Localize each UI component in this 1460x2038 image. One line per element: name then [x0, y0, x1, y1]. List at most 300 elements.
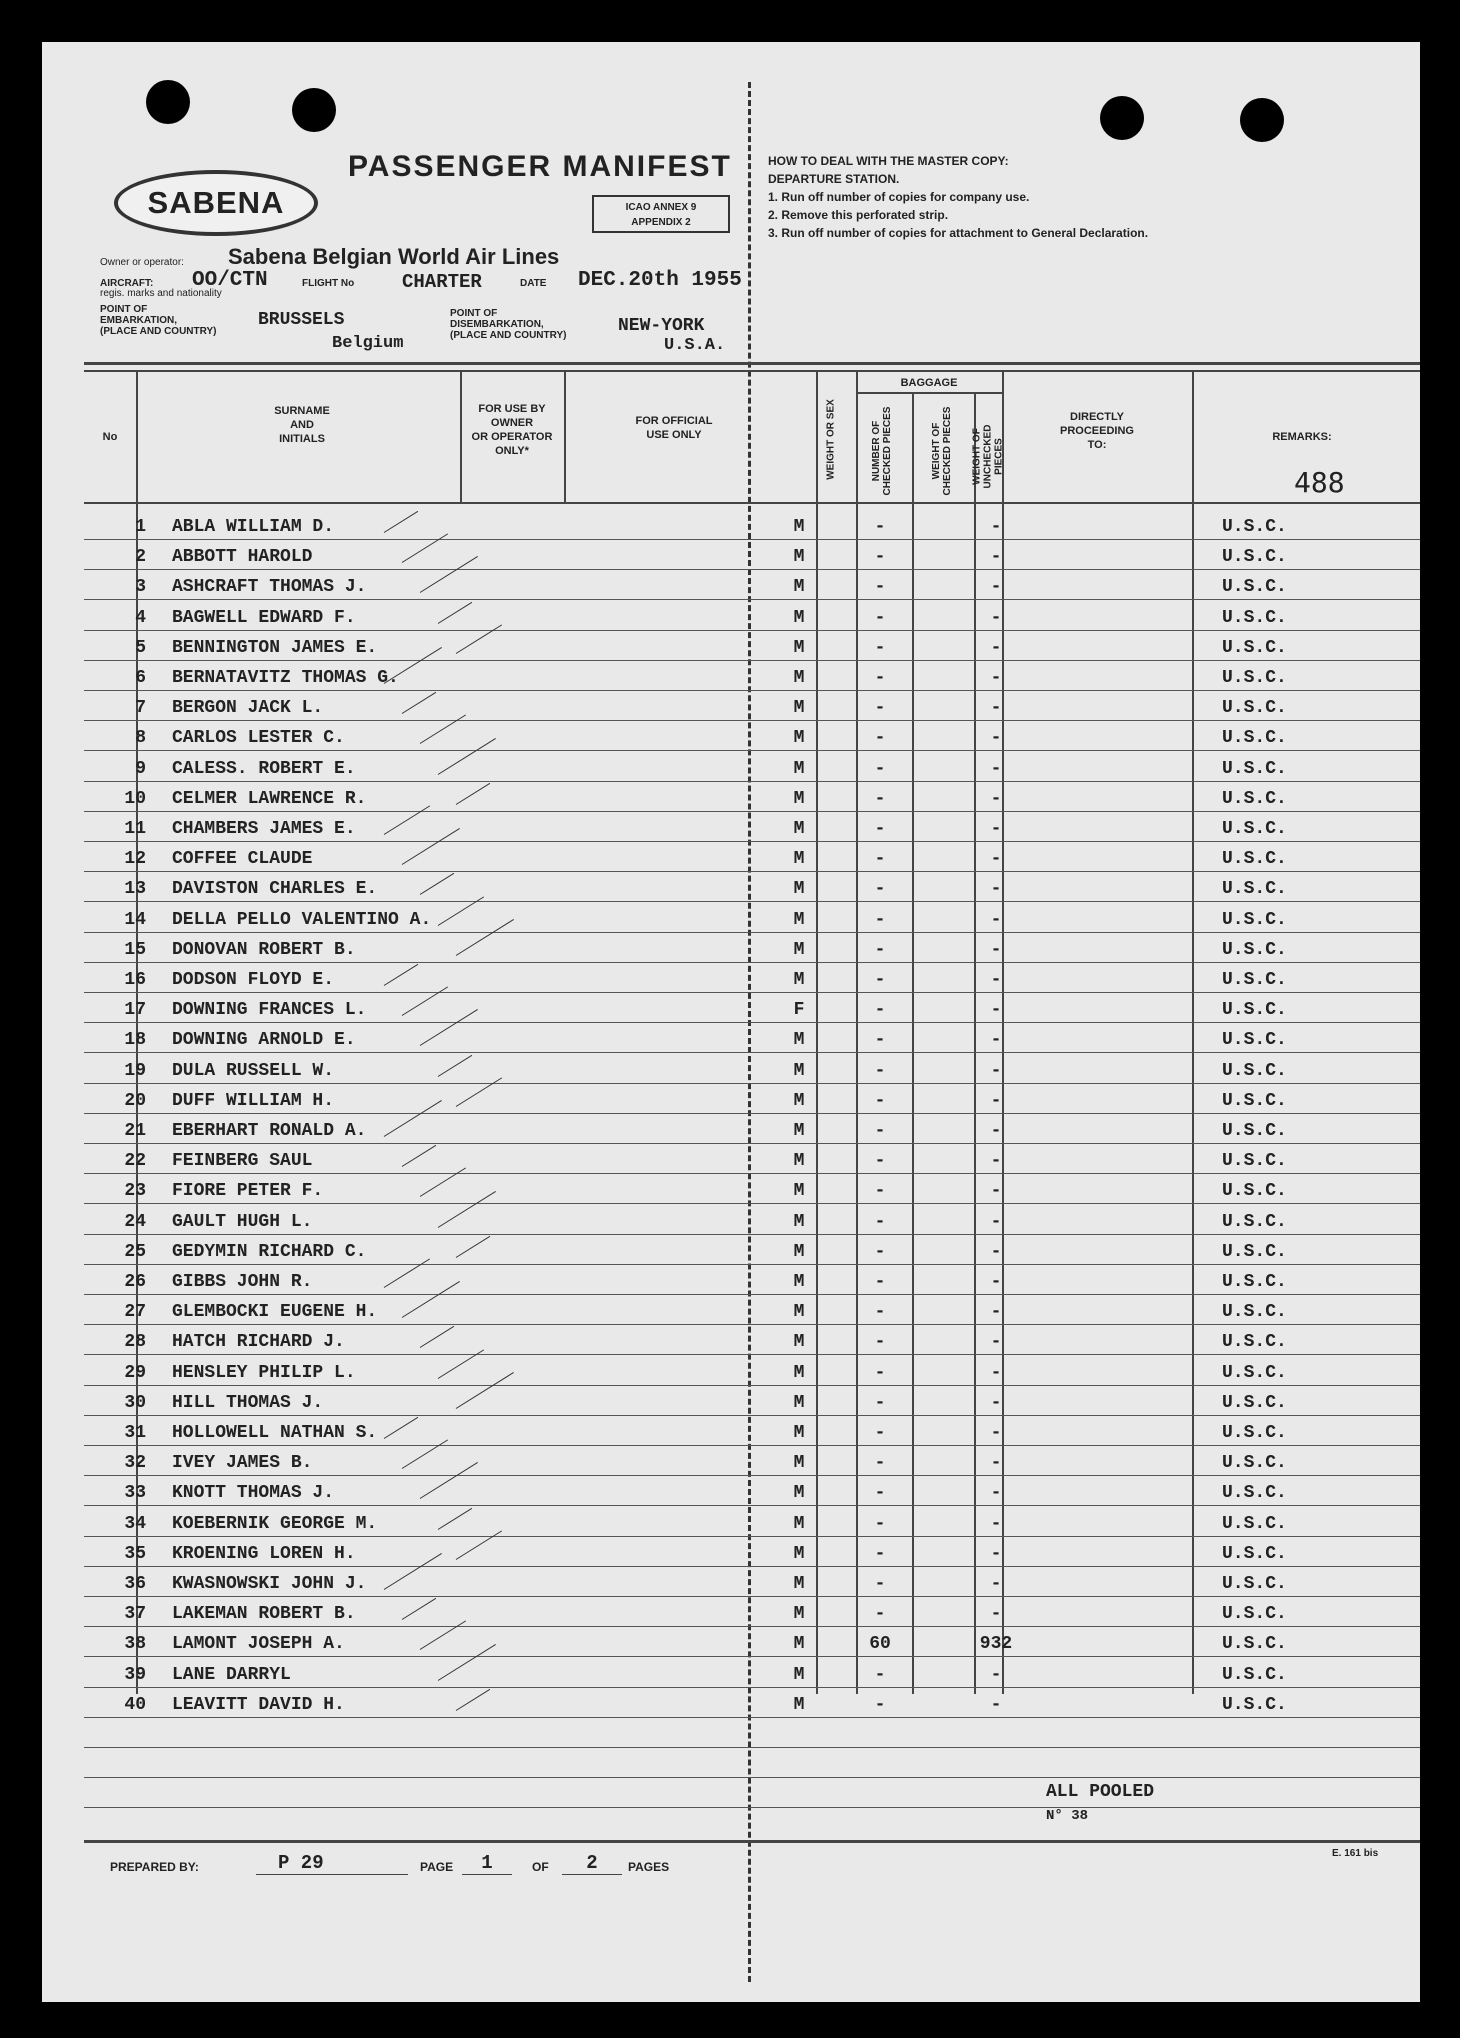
passenger-sex: M — [793, 668, 805, 688]
passenger-sex: M — [793, 788, 805, 809]
check-mark — [456, 1236, 490, 1258]
remarks-value: U.S.C. — [1222, 1453, 1287, 1474]
unchecked-weight: - — [990, 788, 1002, 809]
checked-pieces: - — [874, 1453, 886, 1474]
row-number: 32 — [124, 1453, 146, 1474]
unchecked-weight: - — [990, 1332, 1002, 1353]
unchecked-weight: - — [990, 1483, 1002, 1504]
header-weight-or-sex: WEIGHT OR SEX — [825, 399, 837, 480]
unchecked-weight: - — [990, 970, 1002, 990]
unchecked-weight: - — [990, 819, 1002, 839]
checked-pieces: - — [874, 577, 886, 598]
aircraft-value: OO/CTN — [192, 269, 268, 292]
checked-pieces: - — [874, 909, 886, 930]
passenger-sex: M — [793, 1151, 805, 1172]
table-row — [84, 782, 1420, 812]
table-row — [84, 752, 1420, 782]
checked-pieces: - — [874, 788, 886, 809]
table-row — [84, 1386, 1420, 1416]
row-number: 2 — [135, 547, 146, 568]
checked-pieces: - — [874, 1241, 886, 1262]
checked-pieces: - — [874, 1090, 886, 1111]
unchecked-weight: - — [990, 939, 1002, 960]
passenger-name: HOLLOWELL NATHAN S. — [172, 1423, 378, 1443]
checked-pieces: - — [874, 1060, 886, 1081]
page-title: PASSENGER MANIFEST — [348, 150, 732, 183]
passenger-name: DULA RUSSELL W. — [172, 1060, 335, 1081]
table-row — [84, 1325, 1420, 1355]
table-row — [84, 1537, 1420, 1567]
row-number: 34 — [124, 1513, 146, 1534]
remarks-value: U.S.C. — [1222, 1362, 1287, 1383]
passenger-sex: M — [793, 1483, 805, 1504]
checked-pieces: - — [874, 698, 886, 719]
check-mark — [438, 601, 472, 623]
prepared-by-label: PREPARED BY: — [110, 1860, 199, 1874]
row-number: 37 — [124, 1604, 146, 1625]
unchecked-weight: - — [990, 637, 1002, 658]
passenger-sex: M — [793, 698, 805, 719]
passenger-sex: M — [793, 819, 805, 839]
checked-pieces: - — [874, 1694, 886, 1715]
passenger-name: BENNINGTON JAMES E. — [172, 637, 378, 658]
passenger-name: KROENING LOREN H. — [172, 1543, 356, 1564]
table-row — [84, 1356, 1420, 1386]
table-row — [84, 721, 1420, 751]
of-value: 2 — [562, 1852, 622, 1875]
flight-label: FLIGHT No — [302, 278, 355, 289]
passenger-name: GEDYMIN RICHARD C. — [172, 1241, 367, 1262]
header-owner-use: FOR USE BY OWNER OR OPERATOR ONLY* — [471, 403, 553, 457]
remarks-value: U.S.C. — [1222, 758, 1287, 779]
remarks-value: U.S.C. — [1222, 668, 1287, 688]
passenger-name: FIORE PETER F. — [172, 1181, 324, 1202]
unchecked-weight: - — [990, 1151, 1002, 1172]
remarks-value: U.S.C. — [1222, 1483, 1287, 1504]
row-number: 30 — [124, 1392, 146, 1413]
passenger-sex: M — [793, 939, 805, 960]
table-row — [84, 691, 1420, 721]
owner-value: Sabena Belgian World Air Lines — [228, 244, 560, 269]
table-row — [84, 1295, 1420, 1325]
checked-pieces: - — [874, 849, 886, 870]
remarks-value: U.S.C. — [1222, 819, 1287, 839]
checked-pieces: - — [874, 1181, 886, 1202]
passenger-name: DONOVAN ROBERT B. — [172, 939, 356, 960]
remarks-value: U.S.C. — [1222, 1090, 1287, 1111]
checked-pieces: - — [874, 819, 886, 839]
header-weight-unchecked: WEIGHT OF UNCHECKED PIECES — [971, 424, 1005, 489]
row-number: 3 — [135, 577, 146, 598]
header-remarks: REMARKS: — [1272, 431, 1332, 443]
passenger-sex: M — [793, 1181, 805, 1202]
checked-pieces: 60 — [869, 1634, 891, 1655]
passenger-sex: M — [793, 1090, 805, 1111]
passenger-sex: M — [793, 1362, 805, 1383]
passenger-name: BERNATAVITZ THOMAS G. — [172, 668, 399, 688]
remarks-value: U.S.C. — [1222, 1151, 1287, 1172]
row-number: 17 — [124, 1000, 146, 1021]
passenger-sex: M — [793, 1453, 805, 1474]
unchecked-weight: - — [990, 577, 1002, 598]
table-row — [84, 872, 1420, 902]
table-row — [84, 1658, 1420, 1688]
passenger-sex: M — [793, 607, 805, 628]
remarks-value: U.S.C. — [1222, 1574, 1287, 1594]
disembarkation-country: U.S.A. — [664, 336, 726, 355]
checked-pieces: - — [874, 1151, 886, 1172]
remarks-value: U.S.C. — [1222, 1513, 1287, 1534]
check-mark — [420, 873, 454, 895]
passenger-sex: M — [793, 1392, 805, 1413]
table-row — [84, 540, 1420, 570]
unchecked-weight: - — [990, 758, 1002, 779]
unchecked-weight: - — [990, 1000, 1002, 1021]
passenger-sex: M — [793, 879, 805, 900]
passenger-name: DOWNING FRANCES L. — [172, 1000, 367, 1021]
passenger-sex: M — [793, 849, 805, 870]
row-number: 1 — [135, 517, 146, 537]
disembarkation-city: NEW-YORK — [618, 316, 705, 336]
remarks-value: U.S.C. — [1222, 1272, 1287, 1292]
checked-pieces: - — [874, 1423, 886, 1443]
passenger-sex: M — [793, 1604, 805, 1625]
embarkation-label: POINT OF EMBARKATION, (PLACE AND COUNTRY) — [100, 304, 217, 337]
checked-pieces: - — [874, 517, 886, 537]
remarks-value: U.S.C. — [1222, 1332, 1287, 1353]
passenger-name: HATCH RICHARD J. — [172, 1332, 345, 1353]
page-value: 1 — [462, 1852, 512, 1875]
table-row — [84, 1114, 1420, 1144]
remarks-value: U.S.C. — [1222, 1392, 1287, 1413]
passenger-name: LAKEMAN ROBERT B. — [172, 1604, 356, 1625]
row-number: 25 — [124, 1241, 146, 1262]
form-code: E. 161 bis — [1332, 1848, 1379, 1859]
row-number: 19 — [124, 1060, 146, 1081]
table-row — [84, 1144, 1420, 1174]
unchecked-weight: - — [990, 1453, 1002, 1474]
remarks-value: U.S.C. — [1222, 849, 1287, 870]
unchecked-weight: - — [990, 1181, 1002, 1202]
remarks-value: U.S.C. — [1222, 1604, 1287, 1625]
passenger-sex: M — [793, 1241, 805, 1262]
table-row — [84, 570, 1420, 600]
checked-pieces: - — [874, 939, 886, 960]
passenger-name: ABLA WILLIAM D. — [172, 517, 335, 537]
row-number: 36 — [124, 1574, 146, 1594]
passenger-sex: M — [793, 1423, 805, 1443]
passenger-sex: M — [793, 577, 805, 598]
checked-pieces: - — [874, 1030, 886, 1051]
passenger-name: GLEMBOCKI EUGENE H. — [172, 1302, 378, 1323]
passenger-sex: F — [793, 1000, 805, 1021]
passenger-sex: M — [793, 1634, 805, 1655]
instruction-item: 2. Remove this perforated strip. — [768, 208, 949, 222]
unchecked-weight: - — [990, 668, 1002, 688]
passenger-name: ABBOTT HAROLD — [172, 547, 313, 568]
passenger-name: DOWNING ARNOLD E. — [172, 1030, 356, 1051]
passenger-name: BAGWELL EDWARD F. — [172, 607, 356, 628]
passenger-sex: M — [793, 1332, 805, 1353]
passenger-name: DUFF WILLIAM H. — [172, 1090, 335, 1111]
row-number: 10 — [124, 788, 146, 809]
row-number: 24 — [124, 1211, 146, 1232]
remarks-value: U.S.C. — [1222, 1211, 1287, 1232]
remarks-value: U.S.C. — [1222, 1423, 1287, 1443]
table-row — [84, 1265, 1420, 1295]
check-mark — [402, 1145, 436, 1167]
instructions-title: HOW TO DEAL WITH THE MASTER COPY: — [768, 154, 1009, 168]
passenger-name: ASHCRAFT THOMAS J. — [172, 577, 367, 598]
instruction-item: 1. Run off number of copies for company use. — [768, 190, 1030, 204]
unchecked-weight: - — [990, 698, 1002, 719]
passenger-name: HENSLEY PHILIP L. — [172, 1362, 356, 1383]
unchecked-weight: - — [990, 1302, 1002, 1323]
row-number: 4 — [135, 607, 146, 628]
remarks-value: U.S.C. — [1222, 1694, 1287, 1715]
flight-value: CHARTER — [402, 271, 482, 293]
passenger-name: EBERHART RONALD A. — [172, 1121, 367, 1141]
icao-annex-box: ICAO ANNEX 9 APPENDIX 2 — [592, 195, 730, 233]
table-row — [84, 1054, 1420, 1084]
checked-pieces: - — [874, 728, 886, 749]
remarks-value: U.S.C. — [1222, 909, 1287, 930]
row-number: 11 — [124, 819, 146, 839]
remarks-value: U.S.C. — [1222, 728, 1287, 749]
table-row — [84, 1567, 1420, 1597]
remarks-value: U.S.C. — [1222, 1634, 1287, 1655]
remarks-value: U.S.C. — [1222, 939, 1287, 960]
row-number: 16 — [124, 970, 146, 990]
passenger-sex: M — [793, 1574, 805, 1594]
empty-row — [84, 1718, 1420, 1748]
unchecked-weight: - — [990, 1392, 1002, 1413]
aircraft-label: AIRCRAFT: — [100, 278, 154, 289]
row-number: 38 — [124, 1634, 146, 1655]
header-number-checked: NUMBER OF CHECKED PIECES — [871, 406, 893, 496]
remarks-value: U.S.C. — [1222, 1664, 1287, 1685]
remarks-value: U.S.C. — [1222, 1121, 1287, 1141]
table-row — [84, 1597, 1420, 1627]
unchecked-weight: - — [990, 1211, 1002, 1232]
checked-pieces: - — [874, 1664, 886, 1685]
checked-pieces: - — [874, 758, 886, 779]
passenger-sex: M — [793, 970, 805, 990]
checked-pieces: - — [874, 1392, 886, 1413]
empty-row — [84, 1748, 1420, 1778]
check-mark — [384, 511, 418, 533]
passenger-name: KWASNOWSKI JOHN J. — [172, 1574, 367, 1594]
check-mark — [384, 964, 418, 986]
manifest-page — [42, 42, 1420, 2002]
passenger-sex: M — [793, 728, 805, 749]
remarks-value: U.S.C. — [1222, 577, 1287, 598]
table-row — [84, 661, 1420, 691]
row-number: 27 — [124, 1302, 146, 1323]
passenger-sex: M — [793, 1272, 805, 1292]
passenger-name: CHAMBERS JAMES E. — [172, 819, 356, 839]
passenger-sex: M — [793, 1513, 805, 1534]
checked-pieces: - — [874, 970, 886, 990]
passenger-sex: M — [793, 758, 805, 779]
row-number: 26 — [124, 1272, 146, 1292]
table-row — [84, 1084, 1420, 1114]
remarks-value: U.S.C. — [1222, 547, 1287, 568]
remarks-value: U.S.C. — [1222, 517, 1287, 537]
row-number: 23 — [124, 1181, 146, 1202]
punch-hole — [146, 80, 190, 124]
remarks-value: U.S.C. — [1222, 788, 1287, 809]
row-number: 31 — [124, 1423, 146, 1443]
header-directly-proceeding: DIRECTLY PROCEEDING TO: — [1060, 411, 1134, 451]
unchecked-weight: - — [990, 1543, 1002, 1564]
passenger-name: GAULT HUGH L. — [172, 1211, 313, 1232]
empty-row — [84, 1778, 1420, 1808]
header-weight-checked: WEIGHT OF CHECKED PIECES — [931, 406, 953, 496]
row-number: 7 — [135, 698, 146, 719]
row-number: 21 — [124, 1121, 146, 1141]
row-number: 5 — [135, 637, 146, 658]
date-label: DATE — [520, 278, 547, 289]
table-row — [84, 1627, 1420, 1657]
instructions-subtitle: DEPARTURE STATION. — [768, 172, 900, 186]
checked-pieces: - — [874, 1121, 886, 1141]
remarks-value: U.S.C. — [1222, 1000, 1287, 1021]
disembarkation-label: POINT OF DISEMBARKATION, (PLACE AND COUNTRY) — [450, 308, 567, 341]
checked-pieces: - — [874, 1574, 886, 1594]
owner-label: Owner or operator: — [100, 257, 184, 268]
row-number: 33 — [124, 1483, 146, 1504]
passenger-sex: M — [793, 637, 805, 658]
unchecked-weight: - — [990, 909, 1002, 930]
row-number: 15 — [124, 939, 146, 960]
passenger-sex: M — [793, 1060, 805, 1081]
passenger-name: KNOTT THOMAS J. — [172, 1483, 335, 1504]
table-row — [84, 1688, 1420, 1718]
table-row — [84, 903, 1420, 933]
aircraft-sublabel: regis. marks and nationality — [100, 288, 222, 299]
remarks-value: U.S.C. — [1222, 1543, 1287, 1564]
unchecked-weight: - — [990, 1513, 1002, 1534]
row-number: 6 — [135, 668, 146, 688]
punch-hole — [1240, 98, 1284, 142]
table-row — [84, 993, 1420, 1023]
table-row — [84, 601, 1420, 631]
row-number: 40 — [124, 1694, 146, 1715]
row-number: 29 — [124, 1362, 146, 1383]
passenger-name: DAVISTON CHARLES E. — [172, 879, 378, 900]
unchecked-weight: - — [990, 1604, 1002, 1625]
checked-pieces: - — [874, 637, 886, 658]
punch-hole — [292, 88, 336, 132]
check-mark — [456, 1689, 490, 1711]
header-surname: SURNAME AND INITIALS — [274, 405, 330, 445]
passenger-name: BERGON JACK L. — [172, 698, 324, 719]
checked-pieces: - — [874, 1332, 886, 1353]
row-number: 12 — [124, 849, 146, 870]
unchecked-weight: - — [990, 1423, 1002, 1443]
unchecked-weight: - — [990, 607, 1002, 628]
row-number: 13 — [124, 879, 146, 900]
row-number: 18 — [124, 1030, 146, 1051]
remarks-value: U.S.C. — [1222, 1241, 1287, 1262]
embarkation-city: BRUSSELS — [258, 310, 345, 330]
check-mark — [456, 783, 490, 805]
check-mark — [384, 1417, 418, 1439]
remarks-value: U.S.C. — [1222, 607, 1287, 628]
remarks-value: U.S.C. — [1222, 698, 1287, 719]
check-mark — [402, 1598, 436, 1620]
table-row — [84, 963, 1420, 993]
passenger-sex: M — [793, 1543, 805, 1564]
row-number: 8 — [135, 728, 146, 749]
check-mark — [402, 692, 436, 714]
check-mark — [420, 1326, 454, 1348]
remarks-value: U.S.C. — [1222, 1030, 1287, 1051]
passenger-sex: M — [793, 909, 805, 930]
sabena-logo: SABENA — [114, 170, 318, 236]
unchecked-weight: - — [990, 1272, 1002, 1292]
punch-hole — [1100, 96, 1144, 140]
remarks-value: U.S.C. — [1222, 970, 1287, 990]
unchecked-weight: - — [990, 849, 1002, 870]
instruction-item: 3. Run off number of copies for attachment to General Declaration. — [768, 226, 1149, 240]
passenger-sex: M — [793, 1121, 805, 1141]
row-number: 28 — [124, 1332, 146, 1353]
passenger-name: DODSON FLOYD E. — [172, 970, 335, 990]
row-number: 14 — [124, 909, 146, 930]
remarks-value: U.S.C. — [1222, 1060, 1287, 1081]
table-row — [84, 842, 1420, 872]
table-row — [84, 510, 1420, 540]
passenger-name: LANE DARRYL — [172, 1664, 291, 1685]
remarks-value: U.S.C. — [1222, 879, 1287, 900]
checked-pieces: - — [874, 1272, 886, 1292]
table-row — [84, 631, 1420, 661]
row-number: 22 — [124, 1151, 146, 1172]
passenger-name: DELLA PELLO VALENTINO A. — [172, 909, 432, 930]
unchecked-weight: - — [990, 1664, 1002, 1685]
table-row — [84, 1174, 1420, 1204]
prepared-by-value: P 29 — [256, 1852, 408, 1875]
remarks-value: U.S.C. — [1222, 637, 1287, 658]
header-baggage: BAGGAGE — [900, 377, 958, 389]
check-mark — [438, 1054, 472, 1076]
checked-pieces: - — [874, 1513, 886, 1534]
table-row — [84, 812, 1420, 842]
check-mark — [438, 1507, 472, 1529]
unchecked-weight: - — [990, 1060, 1002, 1081]
pages-label: PAGES — [628, 1860, 670, 1874]
passenger-name: GIBBS JOHN R. — [172, 1272, 313, 1292]
unchecked-weight: - — [990, 728, 1002, 749]
passenger-name: FEINBERG SAUL — [172, 1151, 313, 1172]
header-official-use: FOR OFFICIAL USE ONLY — [635, 415, 713, 441]
passenger-name: CELMER LAWRENCE R. — [172, 788, 367, 809]
unchecked-weight: - — [990, 517, 1002, 537]
of-label: OF — [532, 1860, 549, 1874]
row-number: 20 — [124, 1090, 146, 1111]
table-row — [84, 1476, 1420, 1506]
checked-pieces: - — [874, 607, 886, 628]
unchecked-weight: - — [990, 547, 1002, 568]
header-no: No — [102, 431, 118, 443]
remarks-value: U.S.C. — [1222, 1302, 1287, 1323]
unchecked-weight: - — [990, 1241, 1002, 1262]
row-number: 9 — [135, 758, 146, 779]
unchecked-weight: - — [990, 1694, 1002, 1715]
passenger-name: IVEY JAMES B. — [172, 1453, 313, 1474]
